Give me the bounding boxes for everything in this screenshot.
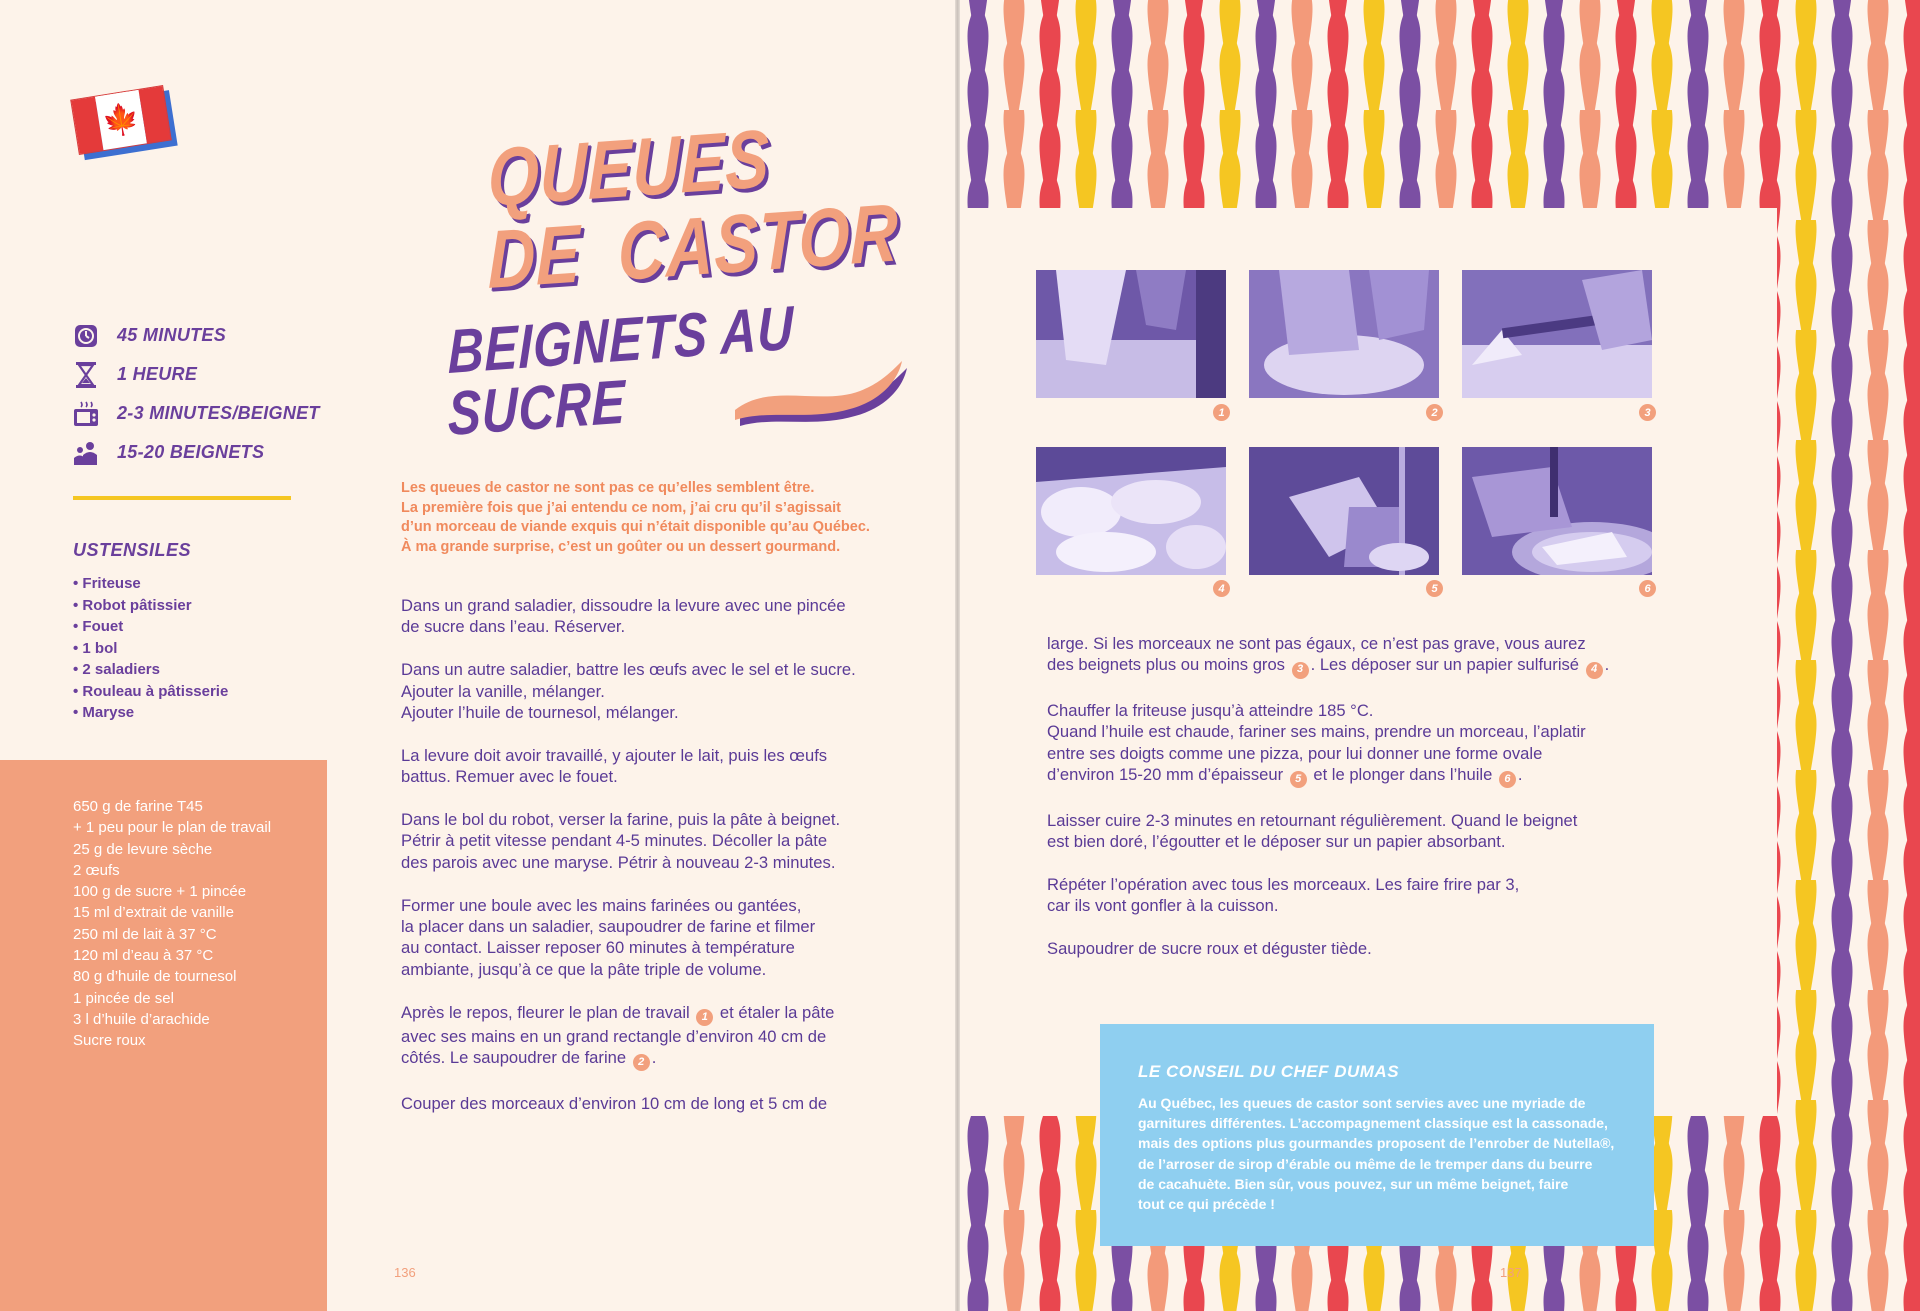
meta-prep-time	[73, 316, 320, 355]
meta-text: 15-20 BEIGNETS	[117, 442, 265, 462]
list-item: • Friteuse	[73, 573, 228, 595]
text-line: et le plonger dans l’huile	[1308, 765, 1497, 785]
text-line: Dans un grand saladier, dissoudre la levure avec une pincée	[401, 596, 846, 615]
step-paragraph	[1047, 700, 1609, 788]
meta-rest-time	[73, 355, 320, 394]
text-line: large. Si les morceaux ne sont pas égaux, ce n’est pas grave, vous aurez	[1047, 634, 1586, 653]
step-paragraph	[401, 809, 856, 873]
text-line: .	[651, 1048, 657, 1068]
step-paragraph	[1047, 810, 1609, 853]
text-line: Après le repos, fleurer le plan de travail	[401, 1002, 695, 1022]
swoosh-decoration	[735, 358, 915, 438]
canada-flag-icon: 🍁	[70, 85, 172, 155]
text-line: La levure doit avoir travaillé, y ajouter le lait, puis les œufs	[401, 745, 828, 765]
step-paragraph	[401, 895, 856, 981]
step-number-badge: 2	[633, 1054, 650, 1071]
text-line: la placer dans un saladier, saupoudrer de farine et filmer	[401, 917, 816, 937]
step-photo-6	[1462, 447, 1652, 575]
meta-text: 1 HEURE	[117, 364, 198, 384]
text-line: Dans un autre saladier, battre les œufs avec le sel et le sucre.	[401, 660, 856, 680]
step-number-badge: 5	[1290, 771, 1307, 788]
list-item: 120 ml d’eau à 37 °C	[73, 947, 214, 965]
text-line: Pétrir à petit vitesse pendant 4-5 minutes. Décoller la pâte	[401, 831, 828, 851]
step-paragraph	[401, 1093, 856, 1114]
list-item: 25 g de levure sèche	[73, 840, 213, 858]
text-line: au contact. Laisser reposer 60 minutes à température	[401, 938, 795, 958]
step-photo-5	[1249, 447, 1439, 575]
text-line: côtés. Le saupoudrer de farine	[401, 1048, 631, 1068]
step-paragraph	[401, 595, 856, 638]
text-line: entre ses doigts comme une pizza, pour lui donner une forme ovale	[1047, 743, 1543, 763]
list-item: • 1 bol	[73, 638, 228, 660]
photo-number-badge: 2	[1426, 404, 1443, 421]
page-number-right: 137	[1500, 1265, 1522, 1280]
text-line: car ils vont gonfler à la cuisson.	[1047, 896, 1279, 916]
utensils-list	[73, 573, 228, 724]
list-item: 80 g d’huile de tournesol	[73, 968, 237, 986]
tip-line: Au Québec, les queues de castor sont servies avec une myriade de	[1138, 1095, 1586, 1111]
timer-icon	[73, 323, 99, 349]
text-line: est bien doré, l’égoutter et le déposer sur un papier absorbant.	[1047, 832, 1506, 852]
intro-line: d’un morceau de viande exquis qui n’était disponible qu’au Québec.	[401, 519, 870, 536]
people-icon	[73, 440, 99, 466]
step-photo-2	[1249, 270, 1439, 398]
step-paragraph	[401, 659, 856, 723]
divider	[73, 496, 291, 500]
list-item: • 2 saladiers	[73, 659, 228, 681]
page-number-left: 136	[394, 1265, 416, 1280]
text-line: . Les déposer sur un papier sulfurisé	[1310, 655, 1584, 675]
text-line: Laisser cuire 2-3 minutes en retournant régulièrement. Quand le beignet	[1047, 810, 1578, 830]
list-item: • Fouet	[73, 616, 228, 638]
list-item: 2 œufs	[73, 861, 120, 879]
list-item: 15 ml d’extrait de vanille	[73, 904, 234, 922]
list-item: + 1 peu pour le plan de travail	[73, 819, 272, 837]
list-item: Sucre roux	[73, 1032, 146, 1050]
utensils-title: USTENSILES	[73, 540, 192, 560]
text-line: ambiante, jusqu’à ce que la pâte triple de volume.	[401, 959, 767, 979]
intro-text	[401, 479, 881, 557]
step-paragraph	[401, 745, 856, 788]
recipe-meta	[73, 316, 320, 472]
tip-line: garnitures différentes. L’accompagnement classique est la cassonade,	[1138, 1115, 1608, 1132]
steps-left-column	[401, 595, 856, 1136]
step-number-badge: 3	[1292, 662, 1309, 679]
intro-line: Les queues de castor ne sont pas ce qu’elles semblent être.	[401, 480, 815, 496]
step-photo-3	[1462, 270, 1652, 398]
list-item: 250 ml de lait à 37 °C	[73, 925, 217, 943]
text-line: Dans le bol du robot, verser la farine, puis la pâte à beignet.	[401, 810, 841, 830]
chef-tip-text	[1138, 1093, 1622, 1214]
text-line: d’environ 15-20 mm d’épaisseur	[1047, 765, 1288, 785]
tip-line: mais des options plus gourmandes proposent de l’enrober de Nutella®,	[1138, 1135, 1615, 1152]
intro-line: À ma grande surprise, c’est un goûter ou un dessert gourmand.	[401, 538, 841, 555]
step-photo-1	[1036, 270, 1226, 398]
text-line: Former une boule avec les mains farinées ou gantées,	[401, 895, 802, 915]
text-line: .	[1517, 765, 1523, 785]
list-item: 650 g de farine T45	[73, 798, 203, 815]
step-number-badge: 1	[696, 1009, 713, 1026]
photo-number-badge: 1	[1213, 404, 1230, 421]
ingredients-list	[73, 796, 271, 1052]
step-paragraph	[1047, 874, 1609, 917]
text-line: Quand l’huile est chaude, fariner ses mains, prendre un morceau, l’aplatir	[1047, 722, 1586, 742]
step-photo-4	[1036, 447, 1226, 575]
left-page	[0, 0, 955, 1311]
chef-tip-title: LE CONSEIL DU CHEF DUMAS	[1138, 1062, 1400, 1081]
list-item: 1 pincée de sel	[73, 989, 174, 1007]
tip-line: de cacahuète. Bien sûr, vous pouvez, sur un même beignet, faire	[1138, 1175, 1569, 1192]
recipe-subtitle: BEIGNETS AU SUCRE	[448, 293, 794, 449]
list-item: • Rouleau à pâtisserie	[73, 681, 228, 703]
text-line: battus. Remuer avec le fouet.	[401, 767, 618, 787]
step-number-badge: 4	[1586, 662, 1603, 679]
step-paragraph	[1047, 633, 1609, 679]
recipe-title-line1: QUEUES DE	[488, 113, 770, 306]
text-line: et étaler la pâte	[715, 1002, 835, 1022]
tip-line: de l’arroser de sirop d’érable ou même de le tremper dans du beurre	[1138, 1155, 1593, 1172]
text-line: Couper des morceaux d’environ 10 cm de long et 5 cm de	[401, 1093, 828, 1113]
list-item: 3 l d’huile d’arachide	[73, 1010, 210, 1028]
meta-servings	[73, 433, 320, 472]
list-item: • Robot pâtissier	[73, 595, 228, 617]
step-paragraph	[401, 1002, 856, 1072]
fryer-icon	[73, 401, 99, 427]
recipe-title-line2: CASTOR	[618, 187, 899, 298]
step-number-badge: 6	[1499, 771, 1516, 788]
meta-text: 45 MINUTES	[117, 325, 227, 345]
text-line: Ajouter l’huile de tournesol, mélanger.	[401, 703, 679, 723]
text-line: des parois avec une maryse. Pétrir à nouveau 2-3 minutes.	[401, 852, 836, 872]
tip-line: tout ce qui précède !	[1138, 1196, 1275, 1213]
list-item: 100 g de sucre + 1 pincée	[73, 883, 247, 901]
text-line: Saupoudrer de sucre roux et déguster tiède.	[1047, 939, 1372, 959]
text-line: des beignets plus ou moins gros	[1047, 655, 1290, 675]
photo-number-badge: 6	[1639, 580, 1656, 597]
intro-line: La première fois que j’ai entendu ce nom, j’ai cru qu’il s’agissait	[401, 499, 841, 516]
photo-number-badge: 3	[1639, 404, 1656, 421]
text-line: .	[1604, 655, 1610, 675]
steps-right-column	[1047, 633, 1609, 981]
photo-number-badge: 4	[1213, 580, 1230, 597]
meta-cook-time	[73, 394, 320, 433]
meta-text: 2-3 MINUTES/BEIGNET	[117, 403, 320, 423]
photo-number-badge: 5	[1426, 580, 1443, 597]
text-line: de sucre dans l’eau. Réserver.	[401, 617, 626, 637]
text-line: Ajouter la vanille, mélanger.	[401, 681, 605, 701]
step-paragraph	[1047, 938, 1609, 959]
text-line: avec ses mains en un grand rectangle d’environ 40 cm de	[401, 1026, 827, 1046]
text-line: Répéter l’opération avec tous les morceaux. Les faire frire par 3,	[1047, 875, 1520, 895]
hourglass-icon	[73, 362, 99, 388]
text-line: Chauffer la friteuse jusqu’à atteindre 185 °C.	[1047, 701, 1374, 720]
list-item: • Maryse	[73, 702, 228, 724]
